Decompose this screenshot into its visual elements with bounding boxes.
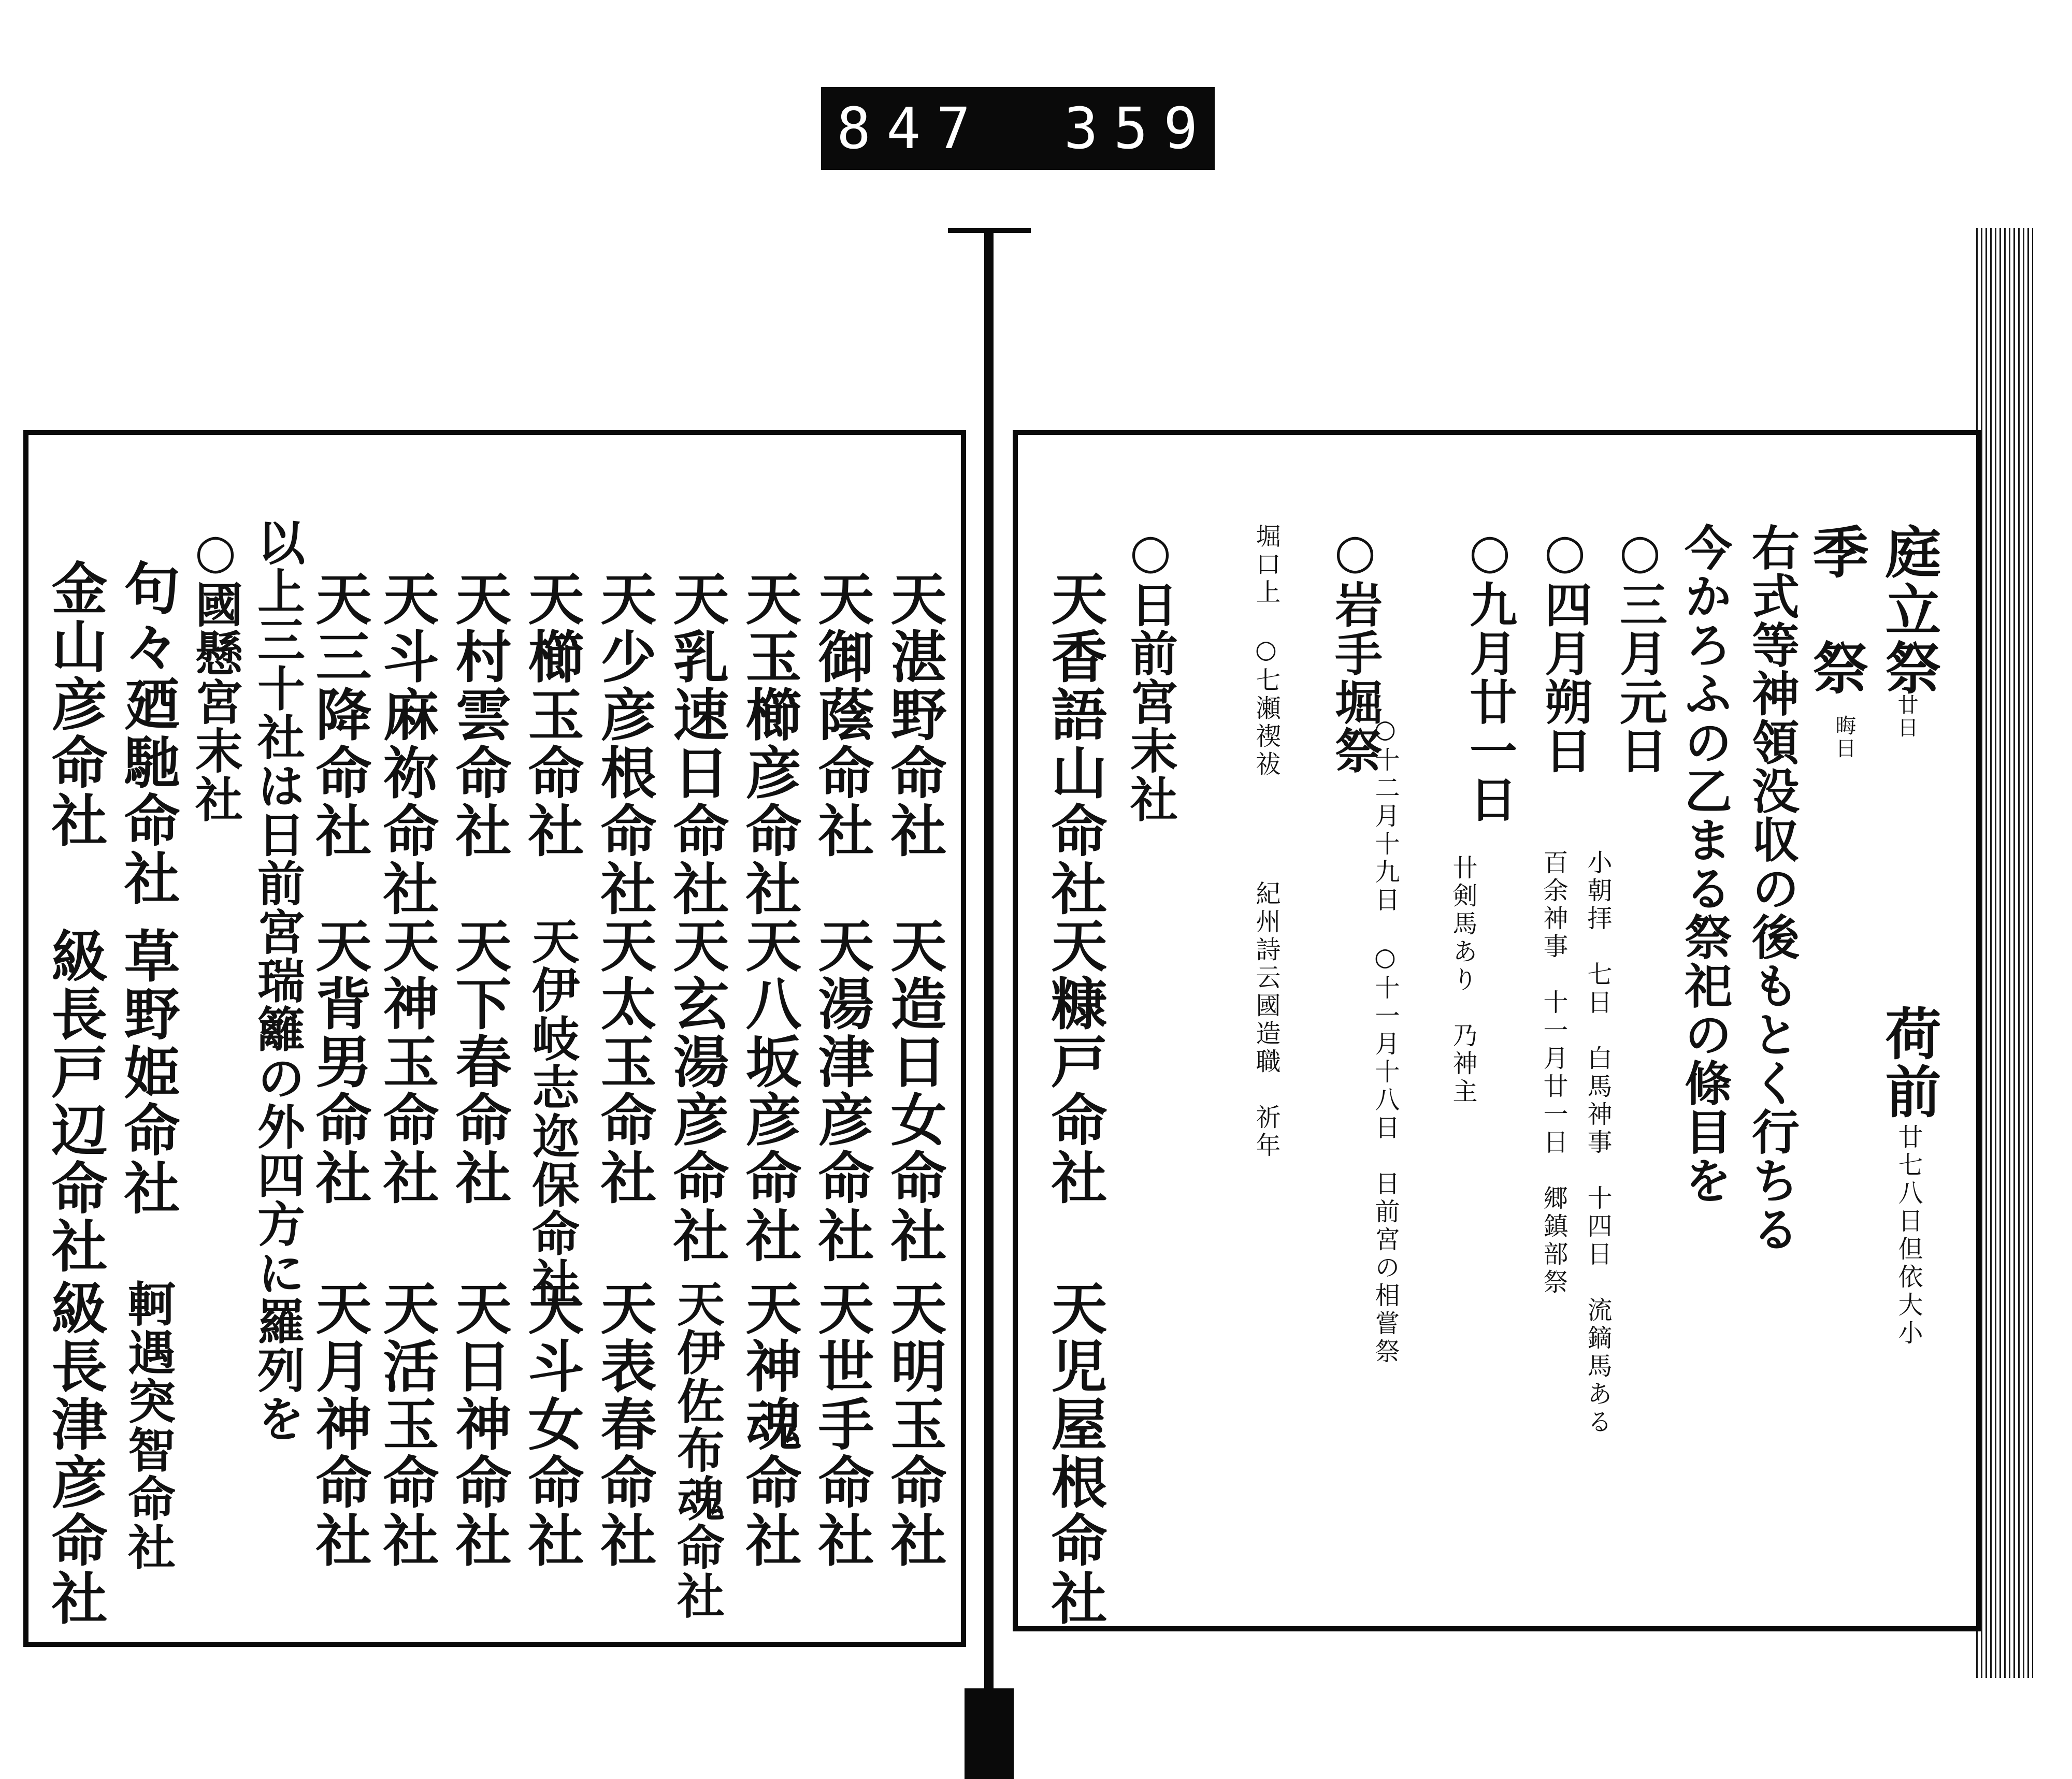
entry-head-6: ○日前宮末社 [1123, 523, 1178, 823]
shrine-name: 級長戸辺命社 [42, 927, 107, 1275]
shrine-name: 天玉櫛彦命社 [736, 570, 801, 918]
entry-head-3: ○九月廿一日 [1462, 523, 1518, 823]
catalog-number-label [821, 87, 1215, 170]
shrine-name: 天湯津彦命社 [809, 917, 874, 1265]
shrine-name: 級長津彦命社 [42, 1279, 107, 1627]
intro-line-2: 今かろふの乙まる祭祀の條目を [1677, 523, 1733, 1205]
shrine-name: 天櫛玉命社 [519, 570, 584, 860]
shrine-name: 天下春命社 [446, 917, 511, 1207]
shrine-name: 天玄湯彦命社 [664, 917, 729, 1265]
shrine-name: 天表春命社 [591, 1279, 656, 1569]
page-edges [1976, 228, 2033, 1678]
entry-notes-2: 百余神事 十一月廿一日 郷鎮部祭 [1539, 849, 1568, 1297]
shrine-name: 天背男命社 [306, 917, 371, 1207]
shrine-name: 天日神命社 [446, 1279, 511, 1569]
entry-head-5: 堀口上 ○七瀬禊祓 [1251, 523, 1280, 779]
shrine-name: 天三降命社 [306, 570, 371, 860]
shrine-name: 天乳速日命社 [664, 570, 729, 918]
offering-title-note: 廿七八日但依大小 [1894, 1124, 1923, 1348]
shrine-name: 天斗女命社 [519, 1279, 584, 1569]
festival-title: 庭立祭 [1876, 523, 1941, 697]
shrine-name: 草野姫命社 [114, 927, 180, 1217]
intro-line-1: 右式等神領没収の後もとく行ちる [1744, 523, 1800, 1253]
shrine-name: 天伊岐志迩保命社 [524, 917, 580, 1306]
festival-title-note: 廿日 [1894, 694, 1918, 740]
shrine-name: 天八坂彦命社 [736, 917, 801, 1265]
spine-block [965, 1688, 1014, 1779]
catalog-number-right: 359 [1063, 95, 1214, 162]
entry-notes-4: ○十二月十九日 ○十一月十八日 日前宮の相嘗祭 [1371, 715, 1400, 1366]
shrine-name: 金山彦命社 [42, 559, 107, 849]
shrine-name: 天太玉命社 [591, 917, 656, 1207]
closing-line: 以上三十社は日前宮瑞籬の外四方に羅列を [250, 518, 306, 1443]
shrine-name: 天湛野命社 [881, 570, 946, 860]
shrine-name: 句々廼馳命社 [114, 559, 180, 907]
shrine-name: 天少彦根命社 [591, 570, 656, 918]
shrine-name: 天神魂命社 [736, 1279, 801, 1569]
entry-notes-1: 小朝拝 七日 白馬神事 十四日 流鏑馬ある [1583, 849, 1612, 1437]
catalog-number-left: 847 [837, 95, 986, 162]
shrine-name: 天斗麻祢命社 [373, 570, 439, 918]
shrine-name: 天世手命社 [809, 1279, 874, 1569]
shrine-name: 天造日女命社 [881, 917, 946, 1265]
shrine-name: 天伊佐布魂命社 [669, 1279, 725, 1620]
shrine-name: 天活玉命社 [373, 1279, 439, 1569]
entry-notes-3: 卄剣馬あり 乃神主 [1448, 855, 1477, 1106]
shrine-name: 天児屋根命社 [1042, 1279, 1107, 1627]
kokken-heading: ○國懸宮末社 [188, 523, 243, 823]
season-note: 晦日 [1832, 715, 1856, 760]
entry-notes-5: 紀州詩云國造職 祈年 [1251, 880, 1280, 1160]
shrine-name: 軻遇突智命社 [120, 1279, 176, 1571]
book-spine [984, 228, 994, 1774]
entry-head-1: ○三月元日 [1612, 523, 1668, 775]
shrine-name: 天神玉命社 [373, 917, 439, 1207]
entry-head-4: ○岩手堀祭 [1327, 523, 1383, 775]
season-heading: 季 祭 [1803, 523, 1868, 697]
entry-head-2: ○四月朔日 [1537, 523, 1593, 775]
shrine-name: 天糠戸命社 [1042, 917, 1107, 1207]
shrine-name: 天香語山命社 [1042, 570, 1107, 918]
offering-title: 荷前 [1876, 1005, 1941, 1121]
shrine-name: 天村雲命社 [446, 570, 511, 860]
shrine-name: 天明玉命社 [881, 1279, 946, 1569]
shrine-name: 天御蔭命社 [809, 570, 874, 860]
shrine-name: 天月神命社 [306, 1279, 371, 1569]
